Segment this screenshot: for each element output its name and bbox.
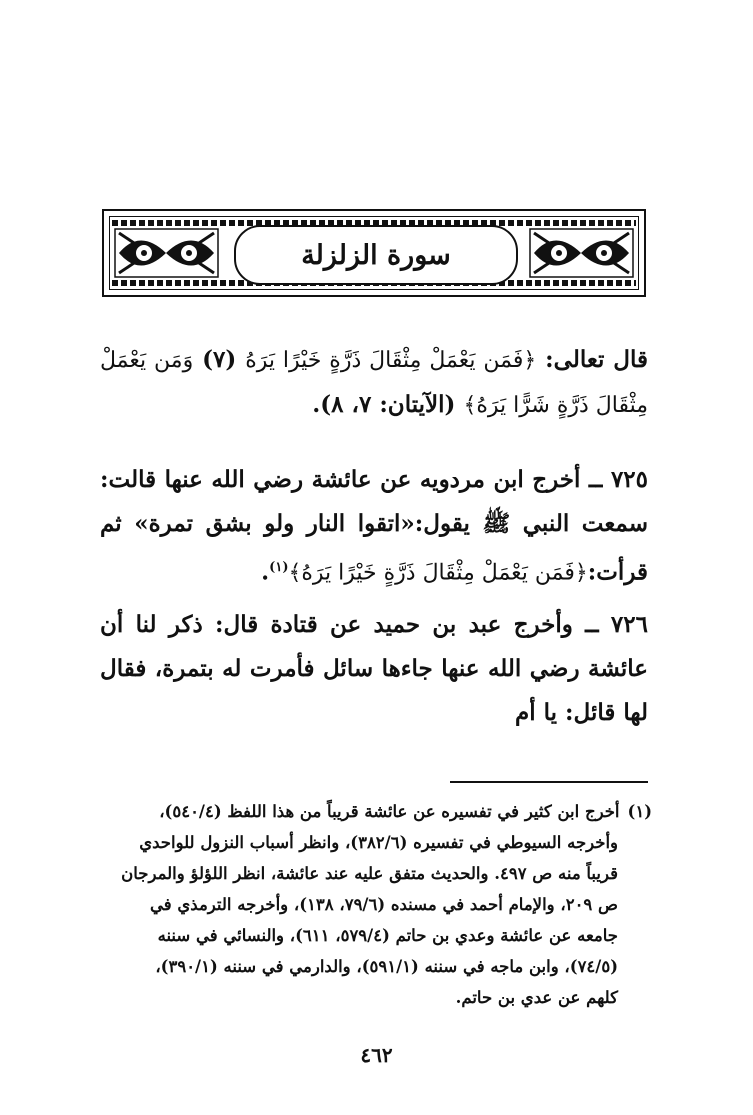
hadith-725-paragraph xyxy=(100,458,648,596)
hadith-726-text: ــ وأخرج عبد بن حميد عن قتادة قال: ذكر لنا أن عائشة رضي الله عنها جاءها سائل فأمرت له بتمرة، فقال لها قائل: يا أم xyxy=(100,611,648,726)
footnote-number: (١) xyxy=(627,802,652,821)
hadith-726-number: ٧٢٦ xyxy=(610,611,648,638)
verse-7-marker: ٧ xyxy=(213,346,226,373)
footnote-line: (١)أخرج ابن كثير في تفسيره عن عائشة قريباً من هذا اللفظ (٥٤٠/٤)، xyxy=(100,796,652,827)
footnote-line: ص ٢٠٩، والإمام أحمد في مسنده (٧٩/٦، ١٣٨)، وأخرجه الترمذي في xyxy=(150,895,618,914)
footnote-line: وأخرجه السيوطي في تفسيره (٣٨٢/٦)، وانظر أسباب النزول للواحدي xyxy=(139,833,618,852)
page-number: ٤٦٢ xyxy=(360,1043,393,1067)
verse-7: ﴿فَمَن يَعْمَلْ مِثْقَالَ ذَرَّةٍ خَيْرًا يَرَهُ xyxy=(245,348,537,373)
footnote-separator xyxy=(450,781,648,783)
hadith-725-text: ــ أخرج ابن مردويه عن عائشة رضي الله عنها قالت: سمعت النبي ﷺ يقول:«اتقوا النار ولو بشق تمرة» ثم قرأت: xyxy=(100,466,648,586)
surah-header-frame xyxy=(102,209,646,297)
footnote-block xyxy=(100,796,652,1013)
hadith-725-number: ٧٢٥ xyxy=(610,466,648,493)
footnote-line: جامعه عن عائشة وعدي بن حاتم (٥٧٩/٤، ٦١١)، والنسائي في سننه xyxy=(157,926,618,945)
hadith-725-verse: ﴿فَمَن يَعْمَلْ مِثْقَالَ ذَرَّةٍ خَيْرًا يَرَهُ﴾ xyxy=(288,560,588,586)
hadith-726-paragraph xyxy=(100,603,648,735)
surah-title-cartouche xyxy=(234,225,518,285)
surah-title: سورة الزلزلة xyxy=(301,239,451,271)
footnote-reference[interactable]: (١) xyxy=(269,560,289,575)
footnote-line: كلهم عن عدي بن حاتم. xyxy=(455,988,618,1007)
intro-paragraph: قال تعالى: ﴿فَمَن يَعْمَلْ مِثْقَالَ ذَرَّةٍ خَيْرًا يَرَهُ (٧) وَمَن يَعْمَلْ مِثْقَالَ ذَرَّةٍ شَرًّا يَرَهُ﴾ (الآيتان: ٧، ٨). xyxy=(100,346,648,418)
footnote-line: (٧٤/٥)، وابن ماجه في سننه (٥٩١/١)، والدارمي في سننه (٣٩٠/١)، xyxy=(155,957,618,976)
verse-8: وَمَن يَعْمَلْ مِثْقَالَ ذَرَّةٍ شَرًّا يَرَهُ﴾ xyxy=(100,348,648,418)
left-arabesque-ornament xyxy=(114,228,219,278)
right-arabesque-ornament xyxy=(529,228,634,278)
verse-citation: (الآيتان: ٧، ٨). xyxy=(312,391,456,418)
intro-prefix: قال تعالى: xyxy=(545,346,648,373)
hadith-725-end: . xyxy=(261,558,270,586)
footnote-line: قريباً منه ص ٤٩٧. والحديث متفق عليه عند عائشة، انظر اللؤلؤ والمرجان xyxy=(121,864,618,883)
